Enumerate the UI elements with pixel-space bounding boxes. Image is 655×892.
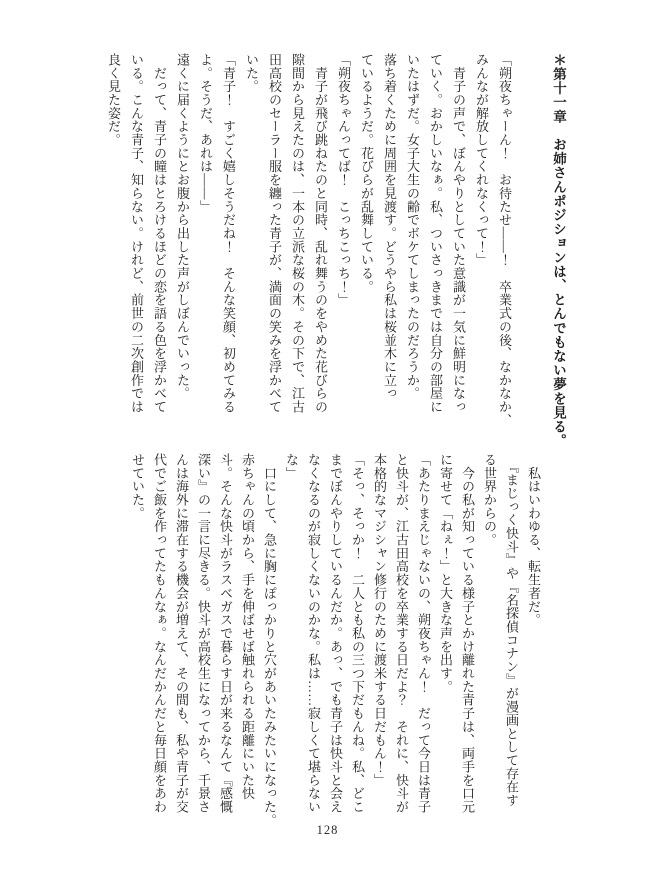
text-column: 落ち着くために周囲を見渡す。どうやら私は桜並木に立っ <box>382 53 397 401</box>
text-column: 口にして、急に胸にぽっかりと穴があいたみたいになった。 <box>262 453 277 827</box>
text-column: 私はいわゆる、転生者だ。 <box>526 453 541 627</box>
text-column: なくなるのが寂しくないのかな。私は……寂しくて堪らない <box>306 453 321 814</box>
text-column: 「あたりまえじゃないの、朔夜ちゃん！ だって今日は青子 <box>416 453 431 814</box>
text-column: いた。 <box>244 53 259 94</box>
text-column: 今の私が知っている様子とかけ離れた青子は、両手を口元 <box>460 453 475 814</box>
text-column: 青子が飛び跳ねたのと同時、乱れ舞うのをやめた花びらの <box>313 53 328 414</box>
text-column: んは海外に滞在する機会が増えて、その間も、私や青子が交 <box>174 453 189 814</box>
text-column: 代でご飯を作ってたもんなぁ。なんだかんだと毎日顔をあわ <box>152 453 167 814</box>
text-column: よ。そうだ、あれは――」 <box>198 53 213 214</box>
text-column: ているようだ。花びらが乱舞している。 <box>359 53 374 294</box>
text-column: いたはずだ。女子大生の齢でボケてしまったのだろうか。 <box>405 53 420 401</box>
text-column: いる。こんな青子、知らない。けれど、前世の二次創作では <box>129 53 144 414</box>
text-column: 遠くに届くようにとお腹から出した声がしぼんでいった。 <box>175 53 190 401</box>
chapter-title: ＊第十一章 お姉さんポジションは、とんでもない夢を見る。 <box>551 53 566 448</box>
page-number: 128 <box>316 823 339 837</box>
text-column: 「朔夜ちゃんってば！ こっちこっち！」 <box>336 53 351 307</box>
text-column: 深い』の一言に尽きる。快斗が高校生になってから、千景さ <box>196 453 211 814</box>
text-column: 隙間から見えたのは、一本の立派な桜の木。その下で、江古 <box>290 53 305 414</box>
text-column: と快斗が、江古田高校を卒業する日だよ？ それに、快斗が <box>394 453 409 814</box>
text-column: せていた。 <box>130 453 145 520</box>
text-column: だって、青子の瞳はとろけるほどの恋を語る色を浮かべて <box>152 53 167 414</box>
text-column: までぼんやりしているんだか。あっ、でも青子は快斗と会え <box>328 453 343 814</box>
text-column: な」 <box>284 453 299 480</box>
top-text-block <box>102 53 570 448</box>
text-column: る世界からの。 <box>482 453 497 547</box>
bottom-text-block <box>126 453 544 831</box>
text-column: 本格的なマジシャン修行のために渡米する日だもん！」 <box>372 453 387 787</box>
text-column: に寄せて「ねぇ！」と大きな声を出す。 <box>438 453 453 694</box>
text-column: 斗。そんな快斗がラスベガスで暮らす日が来るなんて『感慨 <box>218 453 233 814</box>
text-column: 青子の声で、ぼんやりとしていた意識が一気に鮮明になっ <box>451 53 466 414</box>
text-column: みんなが解放してくれなくって！」 <box>474 53 489 267</box>
text-column: 赤ちゃんの頃から、手を伸ばせば触れられる距離にいた快 <box>240 453 255 801</box>
text-column: 「朔夜ちゃーん！ お待たせ――！ 卒業式の後、なかなか、 <box>497 53 512 427</box>
text-column: 「そっ、そっか！ 二人とも私の三つ下だもんね。私、どこ <box>350 453 365 814</box>
text-column: 『まじっく快斗』や『名探偵コナン』が漫画として存在す <box>504 453 519 807</box>
text-column: 良く見た姿だ。 <box>106 53 121 147</box>
text-column: ていく。おかしいなぁ。私、ついさっきまでは自分の部屋に <box>428 53 443 414</box>
text-column: 田高校のセーラー服を纏った青子が、満面の笑みを浮かべて <box>267 53 282 414</box>
text-column: 「青子！ すごく嬉しそうだね！ そんな笑顔、初めてみる <box>221 53 236 414</box>
